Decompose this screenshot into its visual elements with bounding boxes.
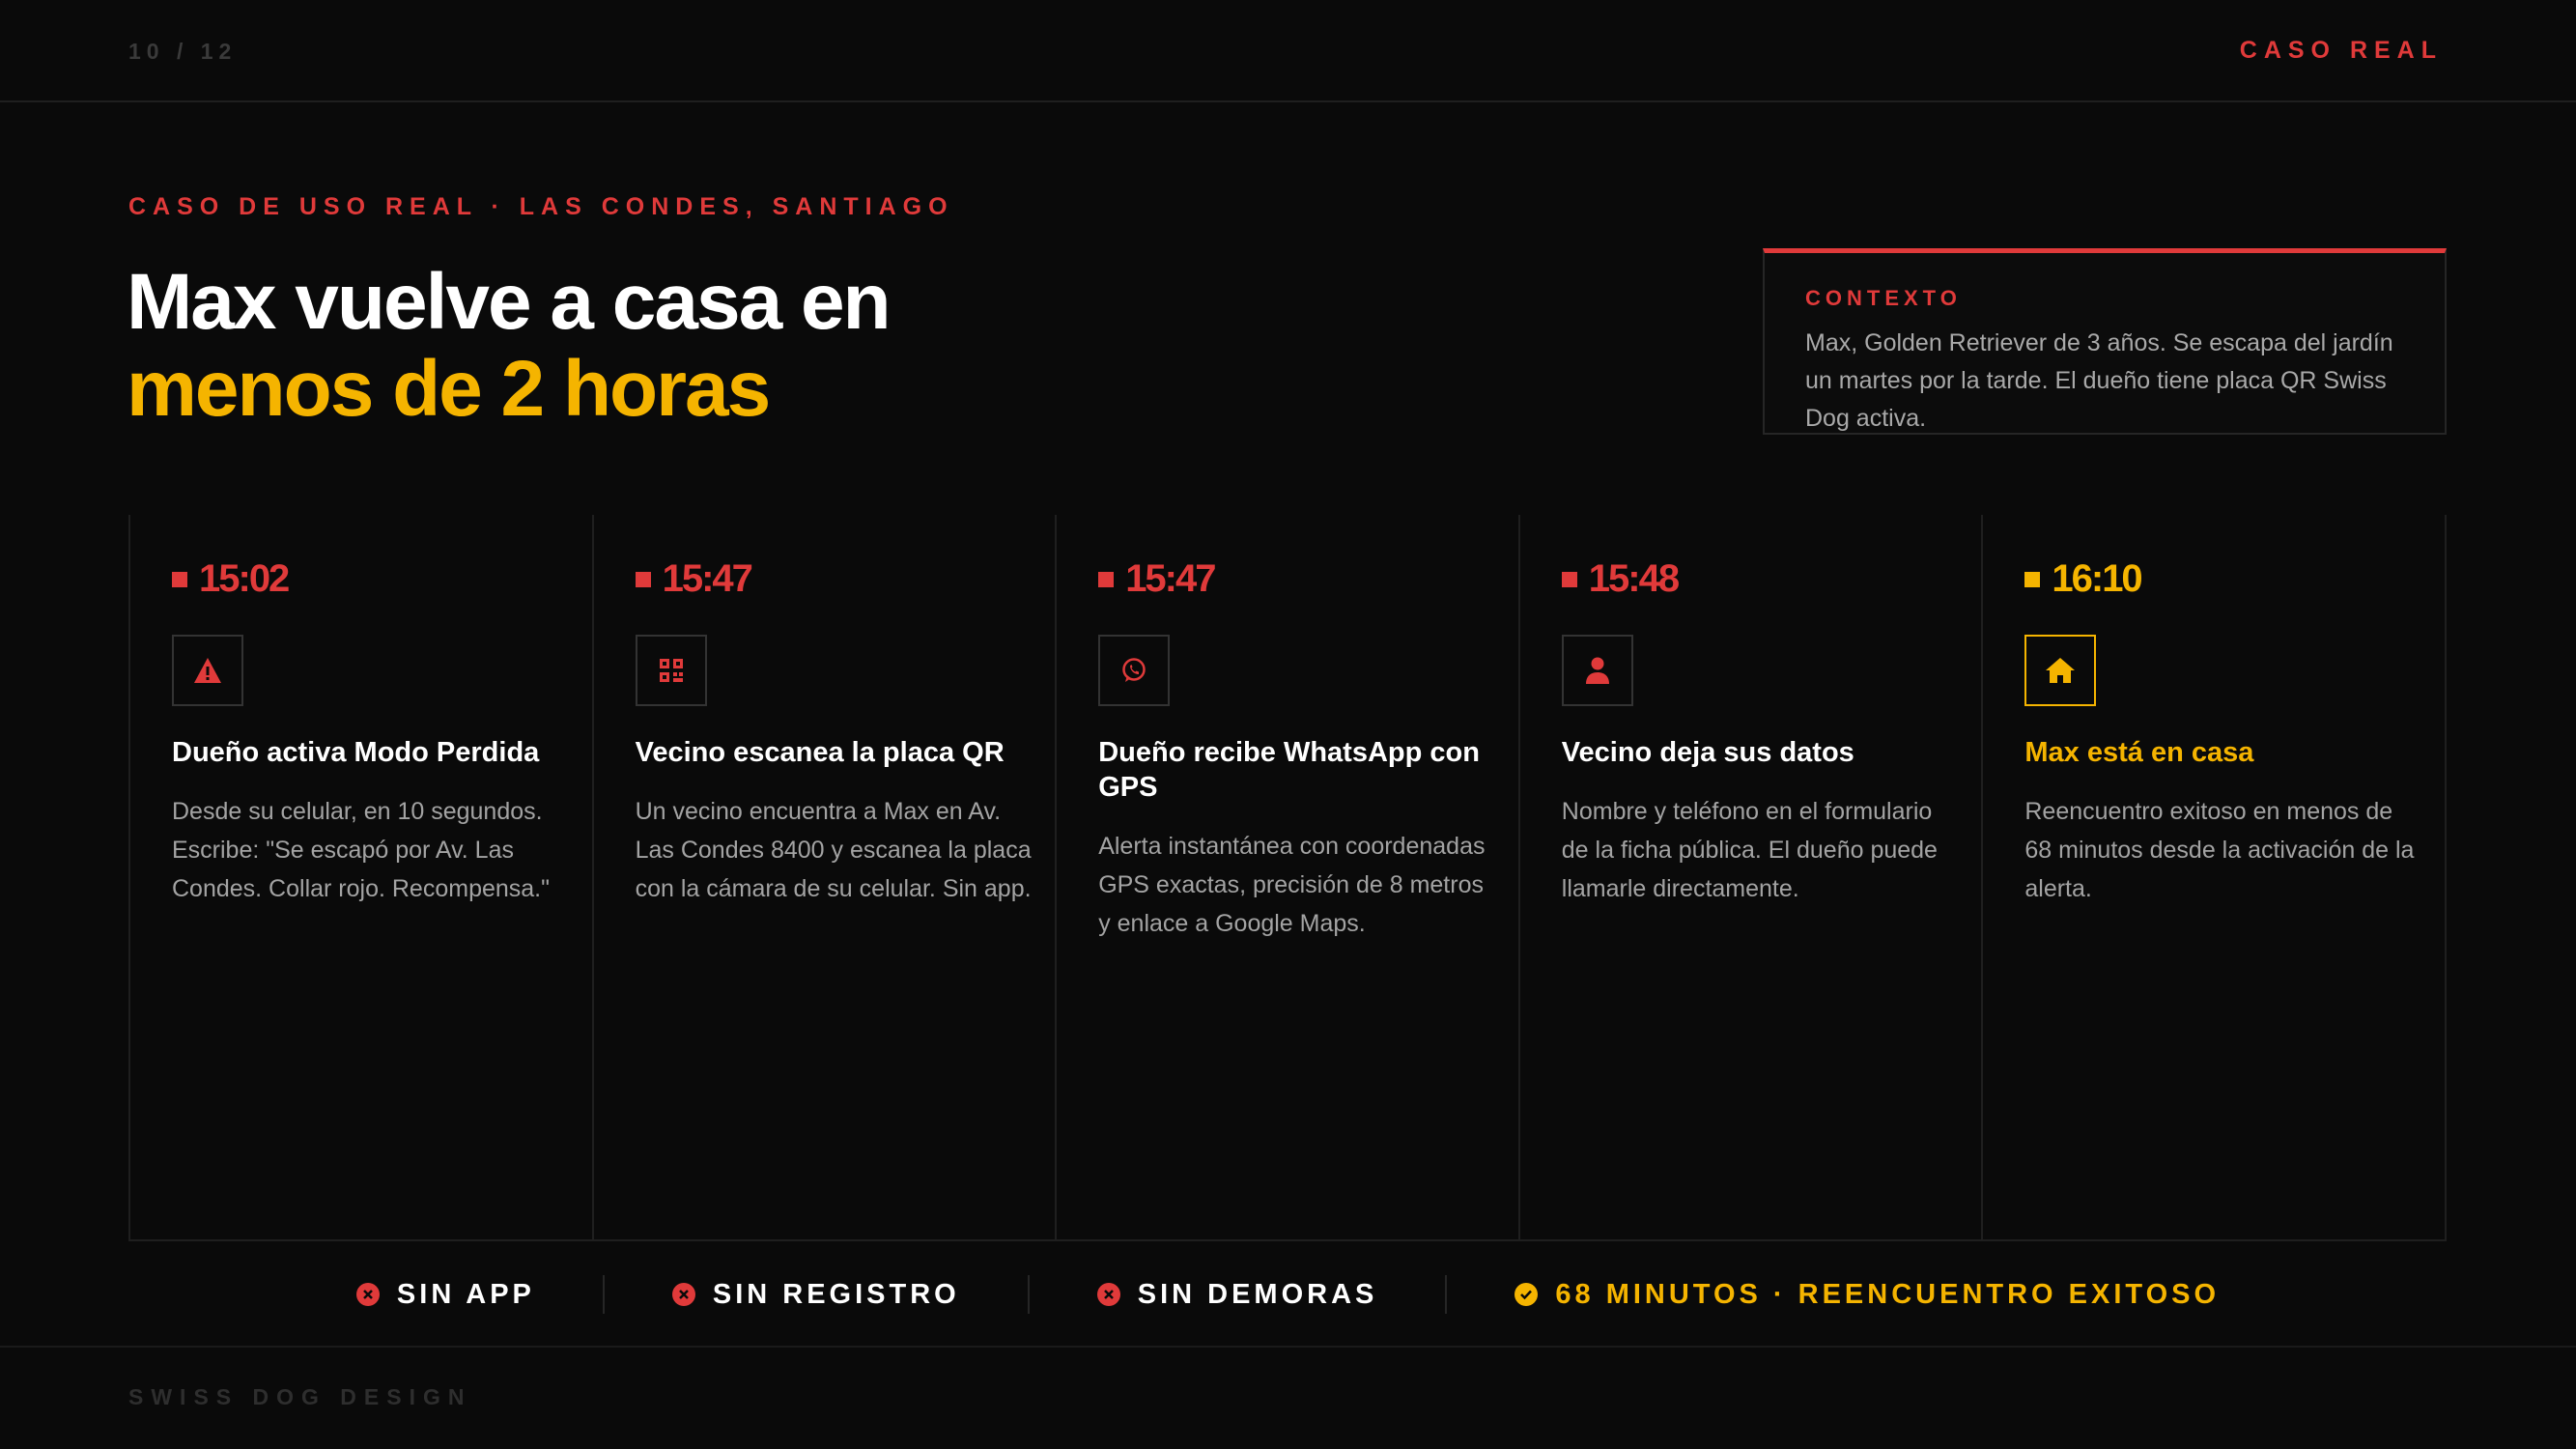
badge-label: SIN REGISTRO	[712, 1278, 960, 1310]
title-line-2: menos de 2 horas	[127, 345, 770, 433]
context-text: Max, Golden Retriever de 3 años. Se escapa del jardín un martes por la tarde. El dueño tiene placa QR Swiss Dog activa.	[1805, 329, 2393, 432]
context-card	[1763, 248, 2447, 435]
page-counter: 10 / 12	[128, 39, 238, 64]
timeline-step-5	[1983, 515, 2445, 1239]
time-marker-icon	[636, 572, 651, 587]
badge-sin-registro	[605, 1275, 1030, 1314]
title-line-1: Max vuelve a casa en	[127, 258, 890, 346]
step-description: Un vecino encuentra a Max en Av. Las Condes 8400 y escanea la placa con la cámara de su celular. Sin app.	[635, 798, 1032, 902]
step-description: Alerta instantánea con coordenadas GPS exactas, precisión de 8 metros y enlace a Google Maps.	[1098, 833, 1486, 937]
badge-label: SIN DEMORAS	[1137, 1278, 1378, 1310]
footer	[0, 1346, 2576, 1449]
feature-badges	[0, 1265, 2576, 1323]
step-time	[636, 557, 751, 601]
step-title: Max está en casa	[2024, 737, 2254, 768]
step-description: Nombre y teléfono en el formulario de la ficha pública. El dueño puede llamarle directamente.	[1561, 798, 1938, 902]
step-title: Vecino deja sus datos	[1561, 737, 1854, 768]
badge-label: 68 MINUTOS · REENCUENTRO EXITOSO	[1555, 1278, 2221, 1310]
step-time-value: 16:10	[2052, 557, 2141, 600]
step-time	[1098, 557, 1214, 601]
x-circle-icon	[356, 1283, 380, 1306]
time-marker-icon	[1098, 572, 1114, 587]
top-bar	[0, 0, 2576, 102]
context-label: CONTEXTO	[1805, 286, 1962, 310]
timeline	[128, 515, 2447, 1241]
qr-code-icon	[636, 635, 707, 706]
timeline-step-3	[1057, 515, 1520, 1239]
page-title	[127, 259, 890, 433]
step-time-value: 15:48	[1588, 557, 1679, 600]
timeline-step-4	[1520, 515, 1984, 1239]
step-time	[1562, 557, 1678, 601]
warning-triangle-icon	[172, 635, 243, 706]
step-time-value: 15:02	[199, 557, 289, 600]
time-marker-icon	[1562, 572, 1577, 587]
badge-sin-app	[289, 1275, 605, 1314]
step-time-value: 15:47	[1125, 557, 1215, 600]
timeline-step-1	[130, 515, 594, 1239]
badge-sin-demoras	[1030, 1275, 1448, 1314]
home-icon	[2024, 635, 2096, 706]
time-marker-icon	[2024, 572, 2040, 587]
footer-brand: SWISS DOG DESIGN	[128, 1384, 472, 1409]
section-tag: CASO REAL	[2239, 37, 2443, 64]
x-circle-icon	[1097, 1283, 1120, 1306]
step-description: Desde su celular, en 10 segundos. Escribe: "Se escapó por Av. Las Condes. Collar rojo. Recompensa."	[172, 798, 551, 902]
badge-reencuentro	[1447, 1275, 2287, 1314]
check-circle-icon	[1514, 1283, 1538, 1306]
user-icon	[1562, 635, 1633, 706]
whatsapp-icon	[1098, 635, 1170, 706]
badge-label: SIN APP	[396, 1278, 535, 1310]
step-time	[172, 557, 288, 601]
eyebrow-label: CASO DE USO REAL · LAS CONDES, SANTIAGO	[128, 193, 954, 220]
time-marker-icon	[172, 572, 187, 587]
step-title: Vecino escanea la placa QR	[635, 737, 1005, 768]
step-time-value: 15:47	[662, 557, 751, 600]
step-time	[2024, 557, 2140, 601]
step-title: Dueño activa Modo Perdida	[172, 737, 540, 768]
step-description: Reencuentro exitoso en menos de 68 minutos desde la activación de la alerta.	[2024, 798, 2415, 902]
timeline-step-2	[594, 515, 1058, 1239]
x-circle-icon	[672, 1283, 695, 1306]
step-title: Dueño recibe WhatsApp con GPS	[1098, 737, 1480, 803]
